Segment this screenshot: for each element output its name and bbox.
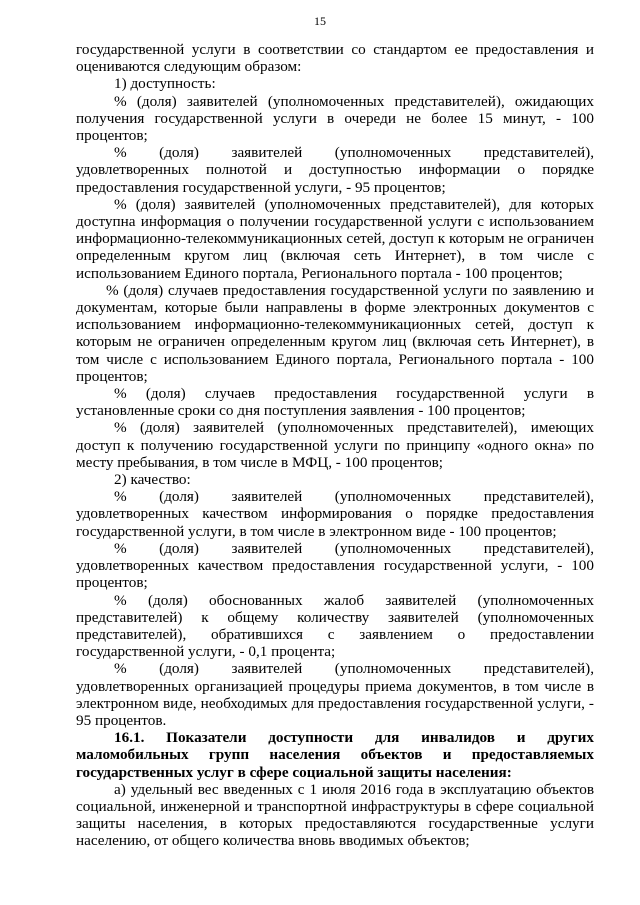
section-heading-16-1: 16.1. Показатели доступности для инвалидов и других маломобильных групп населения объектов и предоставляемых государственных услуг в сфере социальной защиты населения: (76, 729, 594, 781)
document-body (76, 41, 594, 850)
page-number: 15 (314, 14, 326, 28)
paragraph-deadlines: % (доля) случаев предоставления государственной услуги в установленные сроки со дня поступления заявления - 100 процентов; (76, 385, 594, 420)
paragraph-queue-wait: % (доля) заявителей (уполномоченных представителей), ожидающих получения государственной услуги в очереди не более 15 минут, - 100 процентов; (76, 92, 594, 145)
paragraph-item-a: а) удельный вес введенных с 1 июля 2016 года в эксплуатацию объектов социальной, инженерной и транспортной инфраструктуры в сфере социальной защиты населения, в которых предоставляются государственные услуги населению, от общего количества вновь вводимых объектов; (76, 780, 594, 850)
paragraph-one-window: % (доля) заявителей (уполномоченных представителей), имеющих доступ к получению государственной услуги по принципу «одного окна» по месту пребывания, в том числе в МФЦ, - 100 процентов; (76, 419, 594, 471)
paragraph-complaints: % (доля) обоснованных жалоб заявителей (уполномоченных представителей) к общему количеству заявителей (уполномоченных представителей), обратившихся с заявлением о предоставлении государственной услуги, - 0,1 процента; (76, 591, 594, 661)
paragraph-online-info: % (доля) заявителей (уполномоченных представителей), для которых доступна информация о получении государственной услуги с использованием информационно-телекоммуникационных сетей, доступ к которым не ограничен определенным кругом лиц (включая сеть Интернет), в том числе с использованием Единого портала, Регионального портала - 100 процентов; (76, 195, 594, 282)
paragraph-continuation: государственной услуги в соответствии со стандартом ее предоставления и оцениваются следующим образом: (76, 41, 594, 76)
paragraph-info-quality: % (доля) заявителей (уполномоченных представителей), удовлетворенных качеством информирования о порядке предоставления государственной услуги, в том числе в электронном виде - 100 процентов; (76, 488, 594, 540)
paragraph-electronic-documents: % (доля) случаев предоставления государственной услуги по заявлению и документам, которые были направлены в форме электронных документов с использованием информационно-телекоммуникационных сетей, доступ к которым не ограничен определенным кругом лиц (включая сеть Интернет), в том числе с использованием Единого портала, Регионального портала - 100 процентов; (76, 281, 594, 385)
paragraph-quality-heading: 2) качество: (114, 471, 191, 489)
paragraph-document-intake: % (доля) заявителей (уполномоченных представителей), удовлетворенных организацией процедуры приема документов, в том числе в электронном виде, необходимых для предоставления государственной услуги, - 95 процентов. (76, 660, 594, 729)
paragraph-service-quality: % (доля) заявителей (уполномоченных представителей), удовлетворенных качеством предоставления государственной услуги, - 100 процентов; (76, 539, 594, 592)
paragraph-accessibility-heading: 1) доступность: (114, 75, 216, 93)
paragraph-info-completeness: % (доля) заявителей (уполномоченных представителей), удовлетворенных полнотой и доступностью информации о порядке предоставления государственной услуги, - 95 процентов; (76, 144, 594, 196)
